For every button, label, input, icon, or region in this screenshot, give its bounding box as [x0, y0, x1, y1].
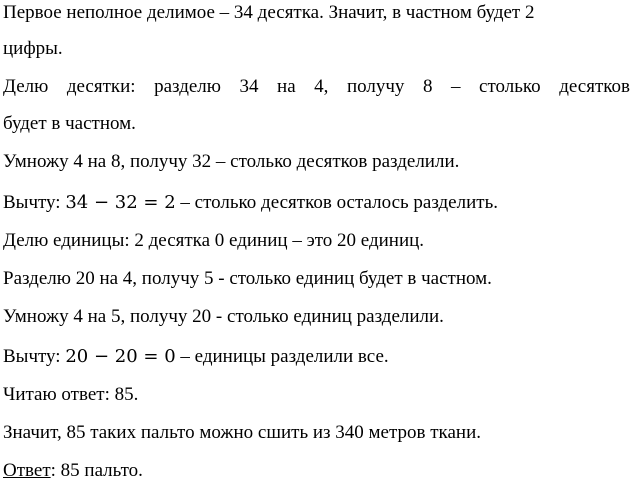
subtract-units-suffix: – единицы разделили все.: [175, 346, 389, 367]
paragraph-divide-units: Делю единицы: 2 десятка 0 единиц – это 20 единиц.: [3, 230, 425, 251]
subtract-tens-suffix: – столько десятков осталось разделить.: [175, 192, 498, 213]
paragraph-multiply-units: Умножу 4 на 5, получу 20 - столько единиц разделили.: [3, 306, 444, 327]
paragraph-divide-tens-line2: будет в частном.: [3, 113, 136, 134]
answer-text: : 85 пальто.: [50, 460, 143, 481]
paragraph-first-dividend-line2: цифры.: [3, 38, 63, 59]
paragraph-multiply-tens: Умножу 4 на 8, получу 32 – столько десятков разделили.: [3, 151, 460, 172]
paragraph-divide-twenty: Разделю 20 на 4, получу 5 - столько единиц будет в частном.: [3, 268, 492, 289]
subtract-units-prefix: Вычту:: [3, 346, 66, 367]
paragraph-divide-tens-line1: Делю десятки: разделю 34 на 4, получу 8 – столько десятков: [3, 76, 630, 97]
paragraph-read-answer: Читаю ответ: 85.: [3, 384, 139, 405]
subtract-units-equation: 20 − 20 = 0: [65, 346, 176, 367]
subtract-tens-equation: 34 − 32 = 2: [65, 192, 176, 213]
paragraph-subtract-units: [3, 345, 389, 369]
answer-label: Ответ: [3, 460, 51, 481]
subtract-tens-prefix: Вычту:: [3, 192, 66, 213]
paragraph-first-dividend-line1: Первое неполное делимое – 34 десятка. Значит, в частном будет 2: [3, 2, 535, 23]
paragraph-answer: [3, 459, 143, 483]
paragraph-subtract-tens: [3, 191, 498, 215]
paragraph-conclusion: Значит, 85 таких пальто можно сшить из 340 метров ткани.: [3, 422, 482, 443]
